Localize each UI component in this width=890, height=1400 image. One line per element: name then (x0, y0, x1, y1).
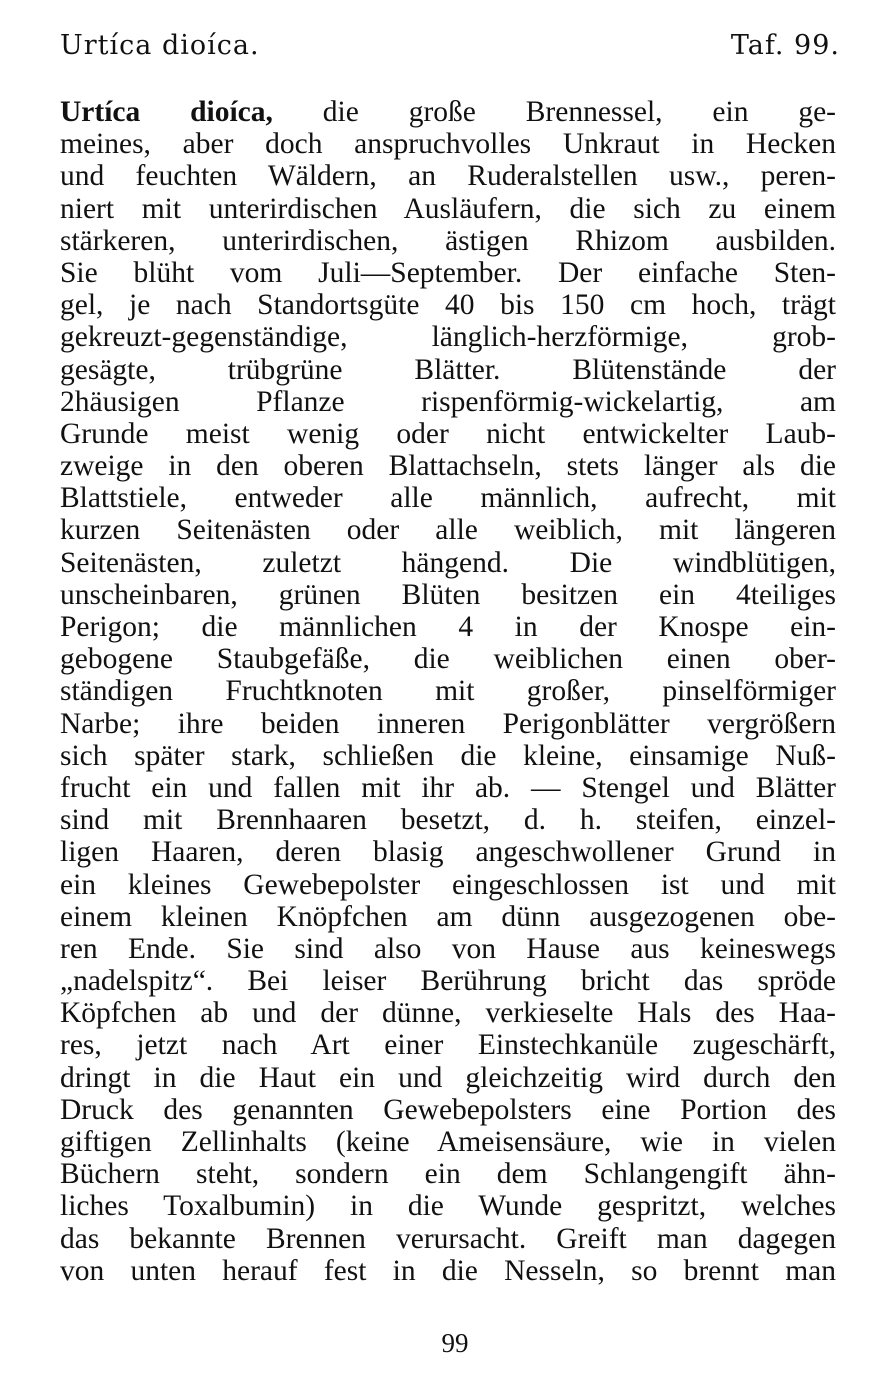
text-line: giftigen Zellinhalts (keine Ameisensäure, wie in vielen (60, 1126, 836, 1158)
text-line: Büchern steht, sondern ein dem Schlangengift ähn- (60, 1158, 836, 1191)
text-line: Grunde meist wenig oder nicht entwickelter Laub- (60, 417, 836, 450)
text-line: sind mit Brennhaaren besetzt, d. h. steifen, einzel- (60, 804, 836, 837)
text-line: gesägte, trübgrüne Blätter. Blütenstände der (60, 353, 836, 386)
header-plate-number: Taf. 99. (730, 30, 840, 61)
text-line: Seitenästen, zuletzt hängend. Die windblütigen, (60, 546, 836, 579)
text-line: ren Ende. Sie sind also von Hause aus keineswegs (60, 932, 836, 965)
text-line: und feuchten Wäldern, an Ruderalstellen usw., peren- (60, 160, 836, 193)
header-species-name: Urtíca dioíca. (60, 30, 260, 61)
text-line: gekreuzt-gegenständige, länglich-herzförmige, grob- (60, 321, 836, 354)
text-line: meines, aber doch anspruchvolles Unkraut in Hecken (60, 128, 836, 161)
text-line: liches Toxalbumin) in die Wunde gespritzt, welches (60, 1190, 836, 1223)
text-line: sich später stark, schließen die kleine, einsamige Nuß- (60, 739, 836, 772)
text-line: res, jetzt nach Art einer Einstechkanüle zugeschärft, (60, 1029, 836, 1062)
text-line: gebogene Staubgefäße, die weiblichen einen ober- (60, 643, 836, 676)
text-line: das bekannte Brennen verursacht. Greift man dagegen (60, 1222, 836, 1255)
body-paragraph (60, 96, 836, 1287)
lead-term: Urtíca dioíca, (60, 96, 273, 128)
text-line: Sie blüht vom Juli—September. Der einfache Sten- (60, 256, 836, 289)
running-header (60, 30, 840, 66)
text-line: Perigon; die männlichen 4 in der Knospe ein- (60, 611, 836, 643)
text-line: frucht ein und fallen mit ihr ab. — Stengel und Blätter (60, 771, 836, 804)
text-line: ein kleines Gewebepolster eingeschlossen ist und mit (60, 868, 836, 901)
text-line: 2häusigen Pflanze rispenförmig-wickelartig, am (60, 385, 836, 418)
text-line: Köpfchen ab und der dünne, verkieselte Hals des Haa- (60, 997, 836, 1030)
text-line: kurzen Seitenästen oder alle weiblich, mit längeren (60, 514, 836, 547)
text-line (60, 96, 836, 128)
text-line: gel, je nach Standortsgüte 40 bis 150 cm hoch, trägt (60, 289, 836, 322)
text-line: einem kleinen Knöpfchen am dünn ausgezogenen obe- (60, 900, 836, 933)
text-line: Druck des genannten Gewebepolsters eine Portion des (60, 1093, 836, 1126)
text-line: „nadelspitz“. Bei leiser Berührung bricht das spröde (60, 965, 836, 998)
text-line: Narbe; ihre beiden inneren Perigonblätter vergrößern (60, 707, 836, 740)
text-line: von unten herauf fest in die Nesseln, so brennt man (60, 1254, 836, 1287)
text-line: niert mit unterirdischen Ausläufern, die sich zu einem (60, 192, 836, 225)
text-line: ständigen Fruchtknoten mit großer, pinselförmiger (60, 675, 836, 708)
text-line: zweige in den oberen Blattachseln, stets länger als die (60, 450, 836, 483)
text-line-content: die große Brennessel, ein ge- (272, 96, 836, 128)
text-line: ligen Haaren, deren blasig angeschwollener Grund in (60, 836, 836, 869)
page-number: 99 (441, 1328, 469, 1358)
text-line: Blattstiele, entweder alle männlich, aufrecht, mit (60, 482, 836, 515)
text-line: unscheinbaren, grünen Blüten besitzen ein 4teiliges (60, 578, 836, 611)
text-line: dringt in die Haut ein und gleichzeitig wird durch den (60, 1061, 836, 1094)
text-line: stärkeren, unterirdischen, ästigen Rhizom ausbilden. (60, 224, 836, 257)
